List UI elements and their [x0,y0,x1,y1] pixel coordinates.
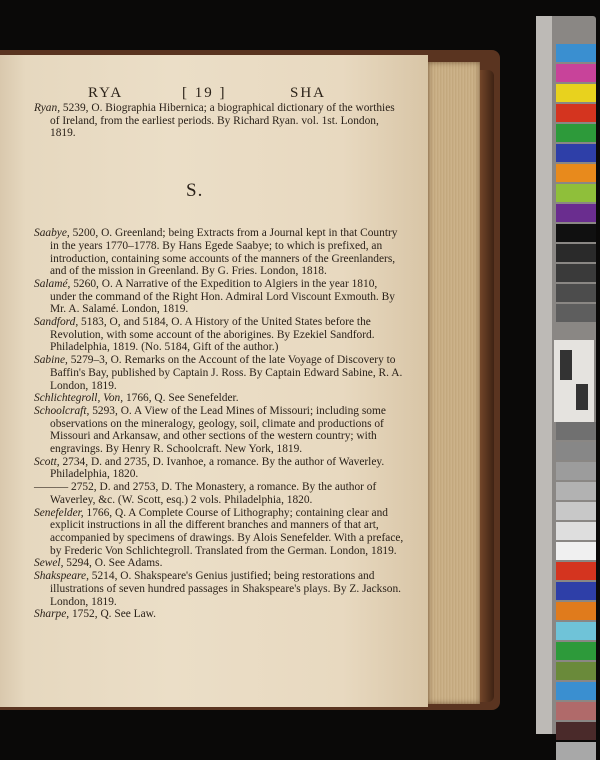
color-swatch [556,284,596,302]
color-swatch [556,542,596,560]
entry-sharpe: Sharpe, 1752, Q. See Law. [34,608,157,621]
color-swatch [556,304,596,322]
entry-salame: Salamé, 5260, O. A Narrative of the Expedition to Algiers in the year 1810, under the command of the Right Hon. Admiral Lord Viscount Exmouth. By Mr. A. Salamé. London, 1819. [34,277,395,316]
color-swatch [556,482,596,500]
color-swatch [556,622,596,640]
cover-edge [478,70,494,702]
page-edges [428,62,480,704]
entry-sabine: Sabine, 5279–3, O. Remarks on the Account of the late Voyage of Discovery to Baffin's Bay, published by Captain J. Ross. By Captain Edward Sabine, R. A. London, 1819. [34,354,403,392]
header-right: SHA [290,85,327,101]
color-swatch [556,144,596,162]
color-swatch [556,502,596,520]
color-swatch [556,124,596,142]
color-swatch [556,742,596,760]
entry-sandford: Sandford, 5183, O, and 5184, O. A History of the United States before the Revolution, with some account of the aborigines. By Ezekiel Sandford. Philadelphia, 1819. (No. 5184, Gift of the author.) [34,316,375,354]
color-swatch [556,164,596,182]
color-swatch [556,442,596,460]
color-swatch [556,462,596,480]
color-swatch [556,244,596,262]
color-swatch [556,682,596,700]
entry-senefelder: Senefelder, 1766, Q. A Complete Course of Lithography; containing clear and explicit instructions in all the different branches and manners of that art, accompanied by specimens of drawings. By Alois Senefelder. With a preface, by Frederic Von Schlichtegroll. Translated from the German. London, 1819. [34,506,404,557]
color-swatch [556,184,596,202]
color-swatch [556,224,596,242]
target-bar [576,384,588,410]
entry-saabye: Saabye, 5200, O. Greenland; being Extracts from a Journal kept in that Country in the years 1770–1778. By Hans Egede Saabye; to which is prefixed, an introduction, containing some accounts of the manners of the Greenlanders, and of the mission in Greenland. By G. Fries. London, 1818. [34,227,398,278]
entry-list [34,102,404,621]
color-swatch [556,84,596,102]
entry-scott-ivanhoe: Scott, 2734, D. and 2735, D. Ivanhoe, a romance. By the author of Waverley. Philadelphia, 1820. [34,455,385,481]
color-swatch [556,562,596,580]
target-bar [560,350,572,380]
color-swatch [556,602,596,620]
color-swatch [556,64,596,82]
section-letter: S. [186,180,204,201]
color-swatch [556,204,596,222]
color-swatch [556,44,596,62]
entry-scott-monastery: ——— 2752, D. and 2753, D. The Monastery, a romance. By the author of Waverley, &c. (W. Scott, esq.) 2 vols. Philadelphia, 1820. [34,481,377,506]
color-swatch [556,702,596,720]
checker-ruler [536,16,552,734]
color-swatch [556,722,596,740]
entry-ryan: Ryan, 5239, O. Biographia Hibernica; a biographical dictionary of the worthies of Ireland, from the earliest periods. By Richard Ryan. vol. 1st. London, 1819. [34,102,395,140]
color-swatch [556,582,596,600]
page-number: [ 19 ] [182,85,227,101]
entry-sewel: Sewel, 5294, O. See Adams. [34,557,163,570]
color-swatch [556,642,596,660]
color-swatch [556,522,596,540]
entry-schoolcraft: Schoolcraft, 5293, O. A View of the Lead Mines of Missouri; including some observations on the mineralogy, geology, soil, climate and productions of Missouri and Arkansaw, and other sections of the western country; with engravings. By Henry R. Schoolcraft. New York, 1819. [34,404,386,456]
color-swatch [556,662,596,680]
color-swatch [556,264,596,282]
color-checker [536,16,596,734]
resolution-target [554,340,594,422]
entry-schlichtegroll: Schlichtegroll, Von, 1766, Q. See Senefelder. [34,392,239,405]
entry-shakspeare: Shakspeare, 5214, O. Shakspeare's Genius justified; being restorations and illustrations of seven hundred passages in Shakspeare's plays. By Z. Jackson. London, 1819. [34,570,401,608]
header-left: RYA [88,85,124,101]
color-swatch [556,422,596,440]
color-swatch [556,104,596,122]
